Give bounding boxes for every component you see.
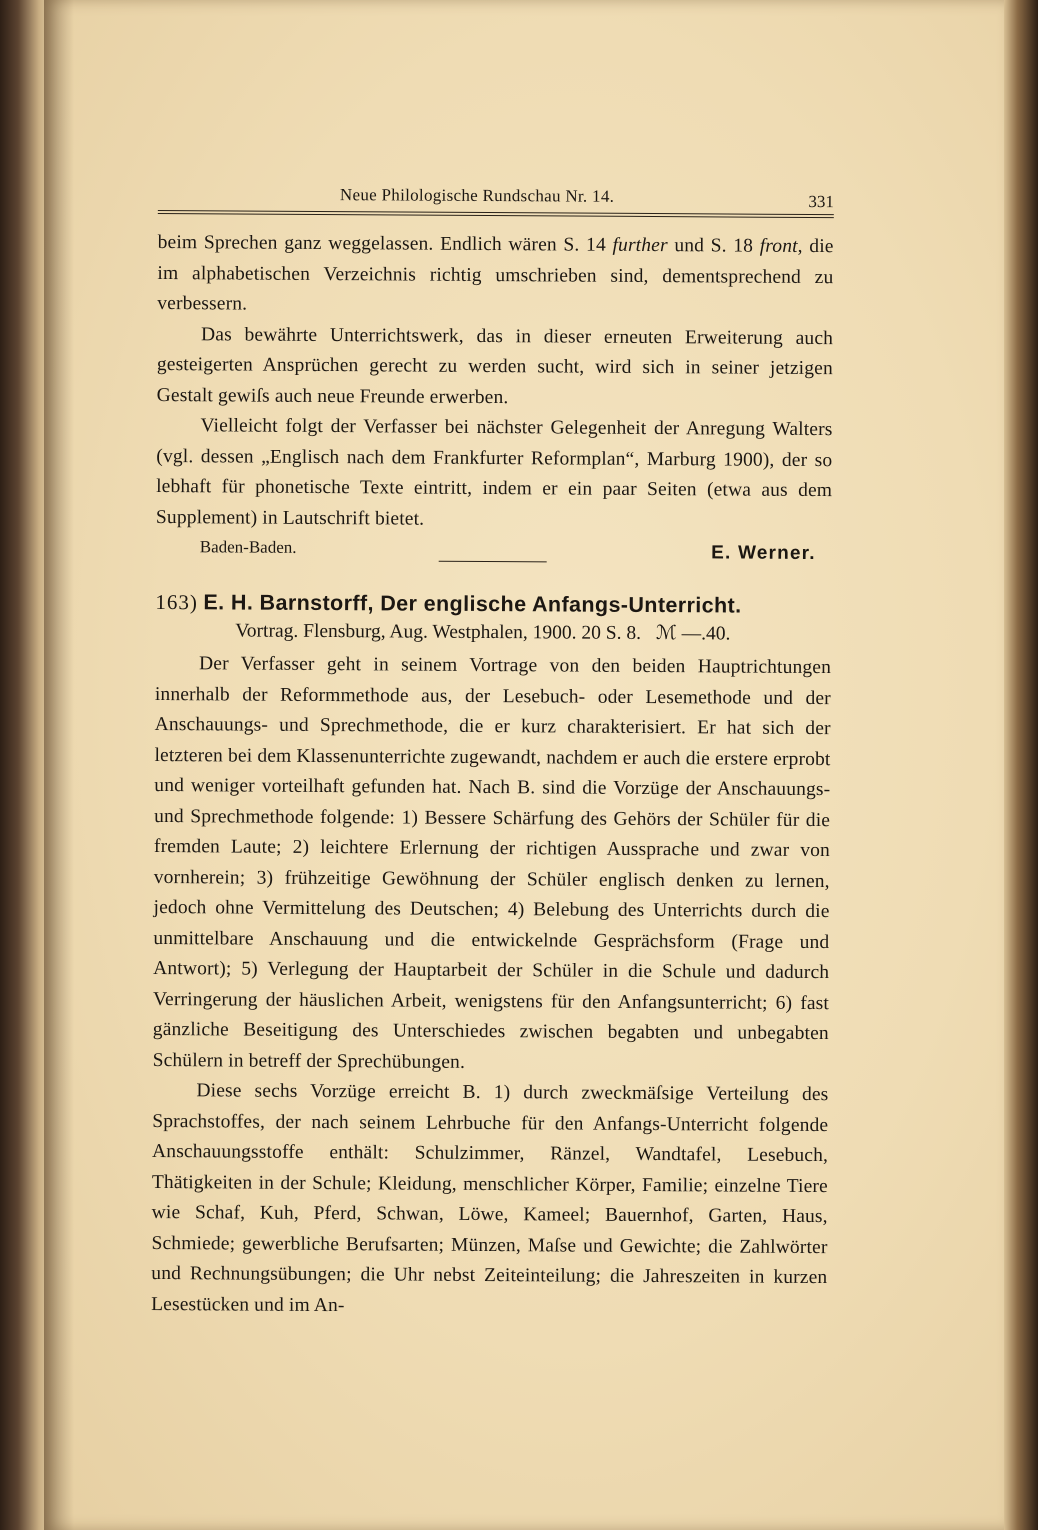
text-run: beim Sprechen ganz weggelassen. Endlich wären S. 14 (157, 231, 613, 256)
text-run: und S. 18 (667, 235, 760, 257)
text-run: , die im alphabetischen Verzeichnis richtig umschrieben sind, dementsprechend zu verbessern. (157, 235, 834, 315)
section-divider (439, 561, 547, 563)
italic-word: further (612, 234, 668, 257)
review-paragraph: Das bewährte Unterrichtswerk, das in dieser erneuten Erweiterung auch gesteigerten Ansprüchen gerecht zu werden sucht, wird sich in seiner jetzigen Gestalt gewiſs auch neue Freunde erwerben. (156, 323, 834, 408)
entry-number: 163) (155, 589, 199, 615)
review-place: Baden-Baden. (199, 537, 297, 557)
entry-subtitle: Vortrag. Flensburg, Aug. Westphalen, 1900. 20 S. 8. (235, 620, 642, 644)
page-content (151, 184, 834, 1324)
review-paragraph (157, 228, 834, 324)
gutter-shadow (44, 0, 74, 1530)
entry-publication-info (155, 617, 831, 649)
page-fore-edge (1004, 0, 1038, 1530)
entry-paragraph: Der Verfasser geht in seinem Vortrage von den beiden Hauptrichtungen innerhalb der Reformmethode aus, der Lesebuch- oder Lesemethode und der Anschauungs- und Sprechmethode, die er kurz charakterisiert. Er hat sich der letzteren bei dem Klassenunterrichte zugewandt, nachdem er auch die erstere erprobt und weniger vorteilhaft gefunden hat. Nach B. sind die Vorzüge der Anschauungs- und Sprechmethode folgende: 1) Bessere Schärfung des Gehörs der Schüler für die fremden Laute; 2) leichtere Erlernung der richtigen Aussprache und zwar von vornherein; 3) frühzeitige Gewöhnung der Schüler englisch denken zu lernen, jedoch ohne Vermittelung des Deutschen; 4) Belebung des Unterrichts durch die unmittelbare Anschauung und die entwickelnde Gesprächsform (Frage und Antwort); 5) Verlegung der Hauptarbeit der Schüler in die Schule und dadurch Verringerung der häuslichen Arbeit, wenigstens für den Anfangsunterricht; 6) fast gänzliche Beseitigung des Unterschiedes zwischen begabten und unbegabten Schülern in betreff der Sprechübungen. (152, 653, 832, 1073)
running-title: Neue Philologische Rundschau Nr. 14. (339, 185, 615, 206)
running-header (158, 184, 834, 214)
entry-price: ℳ —.40. (655, 623, 731, 645)
italic-word: front (759, 235, 798, 257)
entry-title: E. H. Barnstorff, Der englische Anfangs-Unterricht. (203, 590, 742, 618)
entry-paragraph: Diese sechs Vorzüge erreicht B. 1) durch zweckmäſsige Verteilung des Sprachstoffes, der nach seinem Lehrbuche für den Anfangs-Unterricht folgende Anschauungsstoffe enthält: Schulzimmer, Ränzel, Wandtafel, Lesebuch, Thätigkeiten in der Schule; Kleidung, menschlicher Körper, Familie; einzelne Tiere wie Schaf, Kuh, Pferd, Schwan, Löwe, Kameel; Bauernhof, Garten, Haus, Schmiede; gewerbliche Berufsarten; Münzen, Maſse und Gewichte; die Zahlwörter und Rechnungsübungen; die Uhr nebst Zeiteinteilung; die Jahreszeiten in kurzen Lesestücken und im An- (151, 1080, 829, 1316)
entry-heading (155, 587, 831, 621)
reviewer-name: E. Werner. (711, 542, 816, 565)
review-paragraph: Vielleicht folgt der Verfasser bei nächster Gelegenheit der Anregung Walters (vgl. dessen „Englisch nach dem Frankfurter Reformplan“, Marburg 1900), der so lebhaft für phonetische Texte eintritt, indem er ein paar Seiten (etwa aus dem Supplement) in Lautschrift bietet. (155, 415, 833, 530)
page-number: 331 (808, 191, 834, 212)
review-signature (156, 535, 832, 573)
